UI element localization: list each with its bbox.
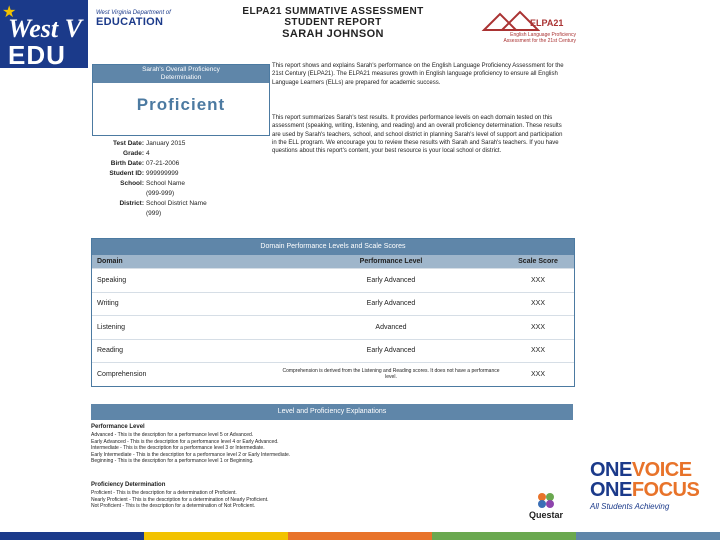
info-row bbox=[92, 140, 272, 150]
row-domain: Speaking bbox=[97, 276, 127, 284]
elpa21-sub-line1: English Language Proficiency bbox=[510, 32, 576, 38]
domain-table bbox=[91, 238, 575, 387]
info-row bbox=[92, 200, 272, 210]
questar-logo bbox=[520, 490, 572, 524]
color-bar-segment bbox=[576, 532, 720, 540]
row-level: Advanced bbox=[375, 323, 407, 331]
col-score: Scale Score bbox=[518, 258, 558, 265]
tagline: All Students Achieving bbox=[590, 502, 670, 511]
explanations-title: Level and Proficiency Explanations bbox=[91, 404, 573, 420]
proficiency-heading bbox=[93, 65, 269, 83]
color-bar-segment bbox=[0, 532, 144, 540]
domain-table-header bbox=[92, 255, 574, 268]
row-score: XXX bbox=[530, 300, 545, 308]
proficiency-heading-line2: Determination bbox=[160, 74, 202, 81]
intro-paragraph: This report shows and explains Sarah's performance on the English Language Proficiency Assessment for the 21st Century (ELPA21). The ELPA21 measures growth in English language proficiency to ensure all English Language Learners (ELLs) are prepared for academic success. bbox=[272, 63, 564, 86]
info-row bbox=[92, 160, 272, 170]
report-title: ELPA21 SUMMATIVE ASSESSMENT bbox=[242, 6, 424, 17]
table-row bbox=[92, 292, 574, 316]
explanation-line: Beginning - This is the description for a performance level 1 or Beginning. bbox=[91, 458, 254, 465]
table-row bbox=[92, 362, 574, 386]
one-focus-line bbox=[590, 480, 718, 500]
row-domain: Comprehension bbox=[97, 370, 147, 378]
explanation-line: Early Advanced - This is the description for a performance level 4 or Early Advanced. bbox=[91, 438, 279, 445]
info-row bbox=[92, 150, 272, 160]
student-name: SARAH JOHNSON bbox=[282, 28, 384, 40]
col-domain: Domain bbox=[97, 258, 123, 265]
color-bar-segment bbox=[432, 532, 576, 540]
info-value: January 2015 bbox=[146, 140, 186, 147]
performance-level-title: Performance Level bbox=[91, 424, 145, 430]
explanation-line: Early Intermediate - This is the description for a performance level 2 or Early Intermediate. bbox=[91, 451, 291, 458]
info-label: Grade: bbox=[123, 150, 144, 157]
info-value: 999999999 bbox=[146, 170, 179, 177]
focus-text: FOCUS bbox=[631, 479, 700, 501]
info-label: District: bbox=[119, 200, 144, 207]
report-subtitle: STUDENT REPORT bbox=[284, 17, 382, 28]
brand-bottom-text: EDU bbox=[8, 40, 66, 68]
proficiency-determination-block bbox=[91, 482, 268, 510]
info-value: School District Name bbox=[146, 200, 207, 207]
row-score: XXX bbox=[530, 370, 545, 378]
row-domain: Listening bbox=[97, 323, 126, 331]
info-row bbox=[92, 170, 272, 180]
row-level bbox=[280, 368, 502, 380]
info-row bbox=[92, 180, 272, 190]
one-voice-line bbox=[590, 460, 718, 480]
wvde-logo bbox=[96, 10, 186, 28]
info-row bbox=[92, 210, 272, 220]
brand-top-text: West V bbox=[8, 14, 82, 43]
table-row bbox=[92, 268, 574, 292]
color-bar bbox=[0, 532, 720, 540]
explanation-line: Not Proficient - This is the description for a determination of Not Proficient. bbox=[91, 503, 256, 510]
voice-text: VOICE bbox=[631, 459, 692, 481]
explanation-line: Nearly Proficient - This is the description for a determination of Nearly Proficient. bbox=[91, 496, 269, 503]
color-bar-segment bbox=[144, 532, 288, 540]
row-score: XXX bbox=[530, 276, 545, 284]
row-domain: Reading bbox=[97, 347, 124, 355]
elpa21-logo-sub bbox=[480, 32, 576, 44]
one-text: ONE bbox=[590, 459, 632, 481]
info-value: (999) bbox=[146, 210, 162, 217]
proficiency-determination-title: Proficiency Determination bbox=[91, 482, 166, 488]
info-value: 07-21-2006 bbox=[146, 160, 180, 167]
wv-brand-logo bbox=[0, 0, 92, 68]
star-icon: ★ bbox=[2, 4, 17, 21]
info-label: Student ID: bbox=[109, 170, 144, 177]
info-label: Test Date: bbox=[113, 140, 144, 147]
elpa21-logo-name: ELPA21 bbox=[530, 18, 564, 28]
proficiency-heading-line1: Sarah's Overall Proficiency bbox=[142, 66, 220, 73]
row-score: XXX bbox=[530, 347, 545, 355]
summary-paragraph: This report summarizes Sarah's test results. It provides performance levels on each domain tested on this assessment (speaking, writing, listening, and reading) and an overall proficiency determination. These results are used by Sarah's teachers, school, and school district in planning Sarah's level of support and participation in the ELL program. We encourage you to review these results with Sarah and Sarah's teachers. If you have questions about this report's content, your best resource is your local school or district. bbox=[272, 115, 563, 155]
table-row bbox=[92, 315, 574, 339]
row-domain: Writing bbox=[97, 300, 119, 308]
one-voice-logo bbox=[590, 460, 718, 511]
overall-proficiency-box bbox=[92, 64, 270, 136]
explanation-line: Intermediate - This is the description for a performance level 3 or Intermediate. bbox=[91, 445, 265, 452]
row-level: Early Advanced bbox=[366, 347, 416, 355]
wvde-logo-bottom: EDUCATION bbox=[96, 16, 164, 28]
wvde-logo-top: West Virginia Department of bbox=[96, 10, 171, 16]
proficiency-value: Proficient bbox=[136, 95, 226, 114]
info-row bbox=[92, 190, 272, 200]
info-label: Birth Date: bbox=[110, 160, 144, 167]
domain-table-title: Domain Performance Levels and Scale Scores bbox=[92, 239, 574, 255]
info-value: School Name bbox=[146, 180, 186, 187]
comprehension-note: Comprehension is derived from the Listening and Reading scores. It does not have a performance level. bbox=[282, 368, 500, 381]
student-report bbox=[88, 0, 582, 533]
info-value: 4 bbox=[146, 150, 150, 157]
questar-flower-icon bbox=[534, 490, 558, 510]
col-level: Performance Level bbox=[359, 258, 423, 265]
color-bar-segment bbox=[288, 532, 432, 540]
questar-name: Questar bbox=[528, 510, 563, 520]
row-level: Early Advanced bbox=[366, 300, 416, 308]
elpa21-logo bbox=[480, 8, 576, 46]
report-header bbox=[218, 6, 448, 40]
explanation-line: Advanced - This is the description for a performance level 5 or Advanced. bbox=[91, 432, 254, 439]
elpa21-sub-line2: Assessment for the 21st Century bbox=[503, 38, 576, 44]
row-score: XXX bbox=[530, 323, 545, 331]
table-row bbox=[92, 339, 574, 363]
info-value: (999-999) bbox=[146, 190, 175, 197]
explanation-line: Proficient - This is the description for a determination of Proficient. bbox=[91, 490, 237, 497]
info-label: School: bbox=[120, 180, 144, 187]
one-text: ONE bbox=[590, 479, 632, 501]
row-level: Early Advanced bbox=[366, 276, 416, 284]
left-margin bbox=[0, 68, 88, 540]
student-info bbox=[92, 140, 272, 220]
performance-level-block bbox=[91, 424, 290, 464]
